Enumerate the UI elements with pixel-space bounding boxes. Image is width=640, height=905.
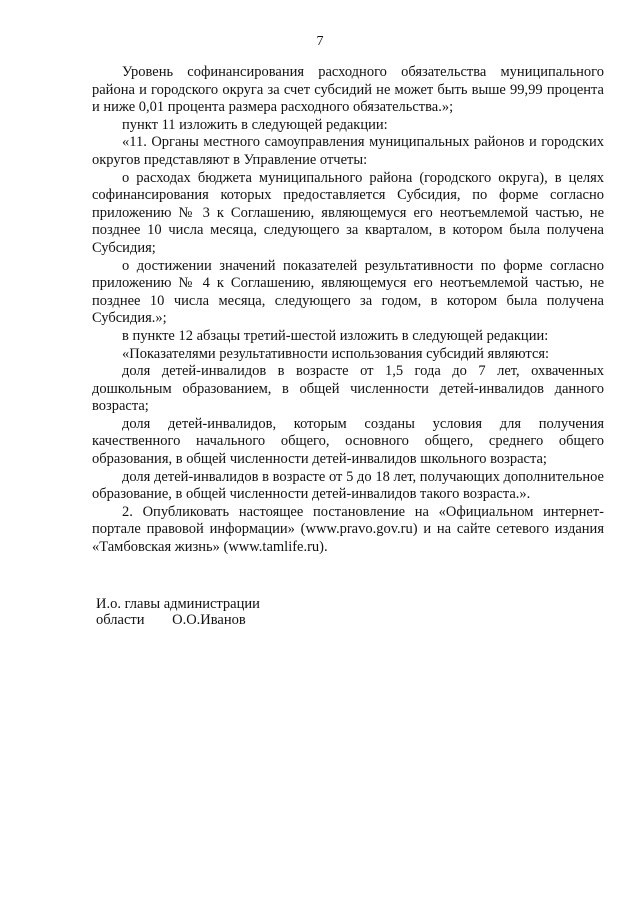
paragraph-budget-expenses-report: о расходах бюджета муниципального района (городского округа), в целях софинансирования которых предоставляется Субсидия, по форме согласно приложению № 3 к Соглашению, являющемуся его неотъемлемой частью, не позднее 10 числа месяца, следующего за кварталом, в котором была получена Субсидия; bbox=[92, 169, 604, 256]
signature-position-line: И.о. главы администрации bbox=[96, 596, 260, 612]
paragraph-item-11-text: «11. Органы местного самоуправления муниципальных районов и городских округов представляют в Управление отчеты: bbox=[92, 134, 604, 168]
signatory-name: О.О.Иванов bbox=[172, 612, 246, 628]
page-number: 7 bbox=[316, 34, 324, 49]
signature-name-line bbox=[96, 612, 260, 628]
signature-region: области bbox=[96, 612, 145, 628]
paragraph-indicator-school: доля детей-инвалидов, которым созданы условия для получения качественного начального общего, основного общего, среднего общего образования, в общей численности детей-инвалидов школьного возраста; bbox=[92, 415, 604, 468]
paragraph-item-12-intro: в пункте 12 абзацы третий-шестой изложить в следующей редакции: bbox=[122, 327, 549, 344]
paragraph-item-11-intro: пункт 11 изложить в следующей редакции: bbox=[122, 116, 388, 133]
paragraph-indicator-preschool: доля детей-инвалидов в возрасте от 1,5 года до 7 лет, охваченных дошкольным образованием, в общей численности детей-инвалидов данного возраста; bbox=[92, 363, 604, 415]
paragraph-cofinancing-level: Уровень софинансирования расходного обязательства муниципального района и городского округа за счет субсидий не может быть выше 99,99 процента и ниже 0,01 процента размера расходного обязательства.»; bbox=[92, 64, 604, 116]
signature-block bbox=[96, 596, 260, 628]
paragraph-indicator-additional-education: доля детей-инвалидов в возрасте от 5 до 18 лет, получающих дополнительное образование, в общей численности детей-инвалидов такого возраста.». bbox=[92, 468, 604, 503]
paragraph-indicators-report: о достижении значений показателей результативности по форме согласно приложению № 4 к Соглашению, являющемуся его неотъемлемой частью, не позднее 10 числа месяца, следующего за годом, в котором была получена Субсидия.»; bbox=[92, 257, 604, 327]
paragraph-publication: 2. Опубликовать настоящее постановление на «Официальном интернет-портале правовой информации» (www.pravo.gov.ru) и на сайте сетевого издания «Тамбовская жизнь» (www.tamlife.ru). bbox=[92, 503, 604, 556]
document-body bbox=[92, 64, 604, 557]
paragraph-indicators-list-intro: «Показателями результативности использования субсидий являются: bbox=[122, 345, 550, 362]
